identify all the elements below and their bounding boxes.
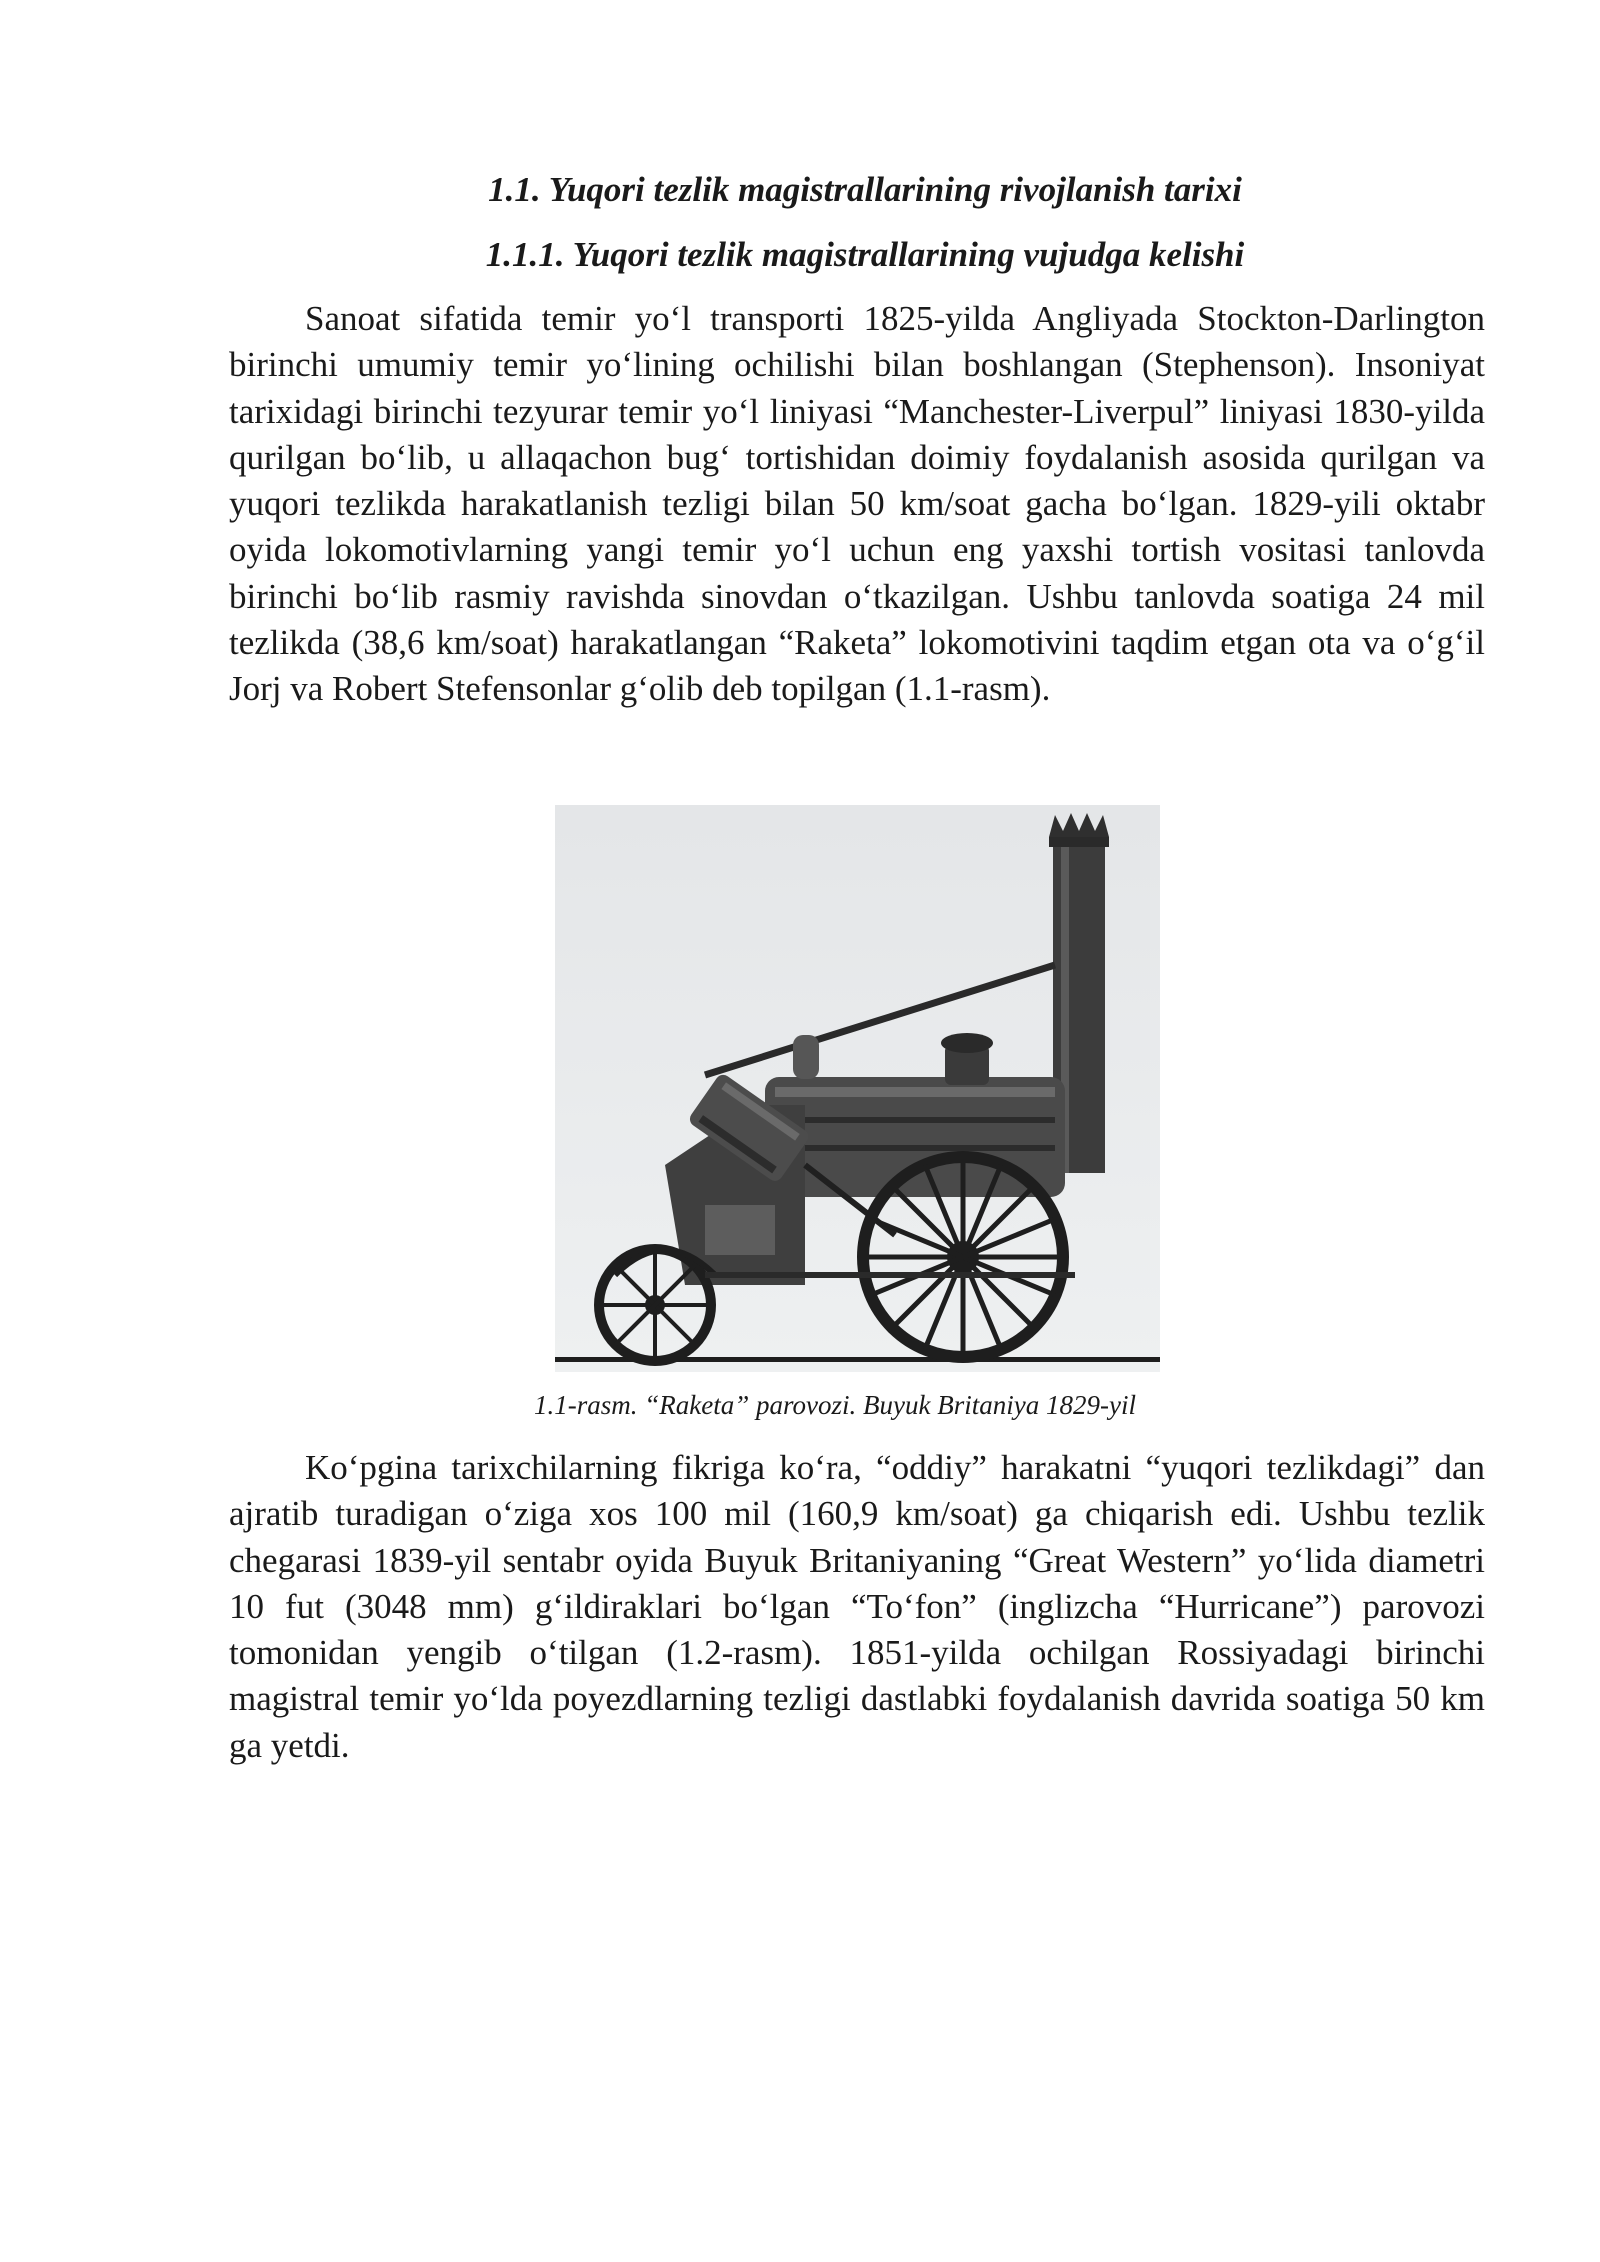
section-heading: 1.1. Yuqori tezlik magistrallarining rivojlanish tarixi	[488, 170, 1242, 209]
subsection-heading: 1.1.1. Yuqori tezlik magistrallarining vujudga kelishi	[485, 235, 1245, 274]
figure-caption: 1.1-rasm. “Raketa” parovozi. Buyuk Britaniya 1829-yil	[534, 1390, 1136, 1420]
paragraph-2: Ko‘pgina tarixchilarning fikriga ko‘ra, “oddiy” harakatni “yuqori tezlikdagi” dan ajratib turadigan o‘ziga xos 100 mil (160,9 km/soat) ga chiqarish edi. Ushbu tezlik chegarasi 1839-yil sentabr oyida Buyuk Britaniyaning “Great Western” yo‘lida diametri 10 fut (3048 mm) g‘ildiraklari bo‘lgan “To‘fon” (inglizcha “Hurricane”) parovozi tomonidan yengib o‘tilgan (1.2-rasm). 1851-yilda ochilgan Rossiyadagi birinchi magistral temir yo‘lda poyezdlarning tezligi dastlabki foydalanish davrida soatiga 50 km ga yetdi.	[229, 1448, 1485, 1765]
rocket-locomotive-illustration	[555, 805, 1160, 1372]
paragraph-1: Sanoat sifatida temir yo‘l transporti 1825-yilda Angliyada Stockton-Darlington birinchi umumiy temir yo‘lining ochilishi bilan boshlangan (Stephenson). Insoniyat tarixidagi birinchi tezyurar temir yo‘l liniyasi “Manchester-Liverpul” liniyasi 1830-yilda qurilgan bo‘lib, u allaqachon bug‘ tortishidan doimiy foydalanish asosida qurilgan va yuqori tezlikda harakatlanish tezligi bilan 50 km/soat gacha bo‘lgan. 1829-yili oktabr oyida lokomotivlarning yangi temir yo‘l uchun eng yaxshi tortish vositasi tanlovda birinchi bo‘lib rasmiy ravishda sinovdan o‘tkazilgan. Ushbu tanlovda soatiga 24 mil tezlikda (38,6 km/soat) harakatlangan “Raketa” lokomotivini taqdim etgan ota va o‘g‘il Jorj va Robert Stefensonlar g‘olib deb topilgan (1.1-rasm).	[229, 299, 1485, 709]
